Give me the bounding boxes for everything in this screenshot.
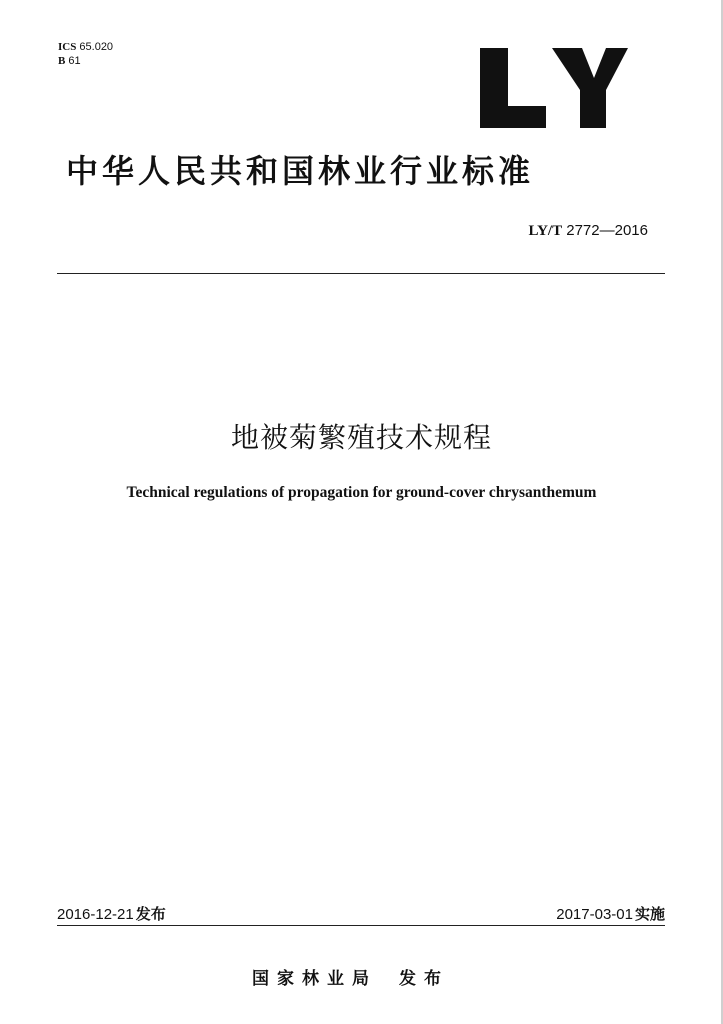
ics-code: ICS 65.020 xyxy=(58,41,114,53)
standard-prefix: LY/T xyxy=(528,223,563,239)
document-title-en: Technical regulations of propagation for ground-cover chrysanthemum xyxy=(126,484,597,501)
issue-date-value: 2016-12-21 xyxy=(57,906,134,923)
document-title-cn: 地被菊繁殖技术规程 xyxy=(230,421,492,454)
issuer-name: 国家林业局 xyxy=(252,969,377,989)
standard-category-title: 中华人民共和国林业行业标准 xyxy=(66,152,535,190)
bottom-divider xyxy=(57,925,665,926)
issue-label: 发布 xyxy=(135,905,166,923)
effective-date-value: 2017-03-01 xyxy=(556,906,633,923)
standard-code: 2772—2016 xyxy=(566,222,648,239)
ly-logo xyxy=(470,34,630,130)
issuer-action: 发布 xyxy=(399,969,449,989)
issuing-authority xyxy=(252,964,449,989)
classification-codes xyxy=(58,40,113,68)
effective-label: 实施 xyxy=(634,905,665,923)
ccs-code: B 61 xyxy=(58,55,81,67)
ics-number: 65.020 xyxy=(79,41,114,53)
issue-date xyxy=(57,903,166,924)
ccs-number: 61 xyxy=(68,55,81,67)
effective-date xyxy=(556,903,665,924)
top-divider xyxy=(57,273,665,274)
standard-number xyxy=(528,222,648,240)
